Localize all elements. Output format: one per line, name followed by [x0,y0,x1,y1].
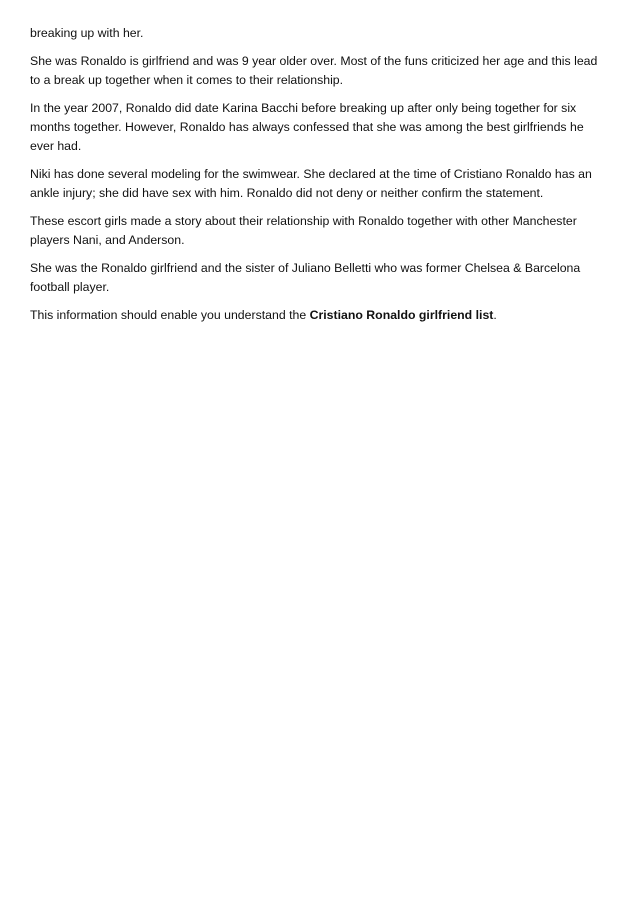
paragraph-1: breaking up with her. [30,26,144,40]
paragraph-6: She was the Ronaldo girlfriend and the sister of Juliano Belletti who was former Chelsea & Barcelona football player. [30,261,581,294]
closing-suffix: . [493,308,497,322]
paragraph-3: In the year 2007, Ronaldo did date Karina Bacchi before breaking up after only being together for six months together. However, Ronaldo has always confessed that she was among the best girlfriends he ever had. [30,101,584,153]
paragraph-4: Niki has done several modeling for the swimwear. She declared at the time of Cristiano Ronaldo has an ankle injury; she did have sex with him. Ronaldo did not deny or neither confirm the statement. [30,167,592,200]
closing-bold-phrase: Cristiano Ronaldo girlfriend list [309,308,494,322]
paragraph-5: These escort girls made a story about their relationship with Ronaldo together with other Manchester players Nani, and Anderson. [30,214,577,247]
closing-prefix: This information should enable you understand the [30,308,310,322]
paragraph-2: She was Ronaldo is girlfriend and was 9 year older over. Most of the funs criticized her age and this lead to a break up together when it comes to their relationship. [30,54,598,87]
closing-paragraph [30,306,598,325]
